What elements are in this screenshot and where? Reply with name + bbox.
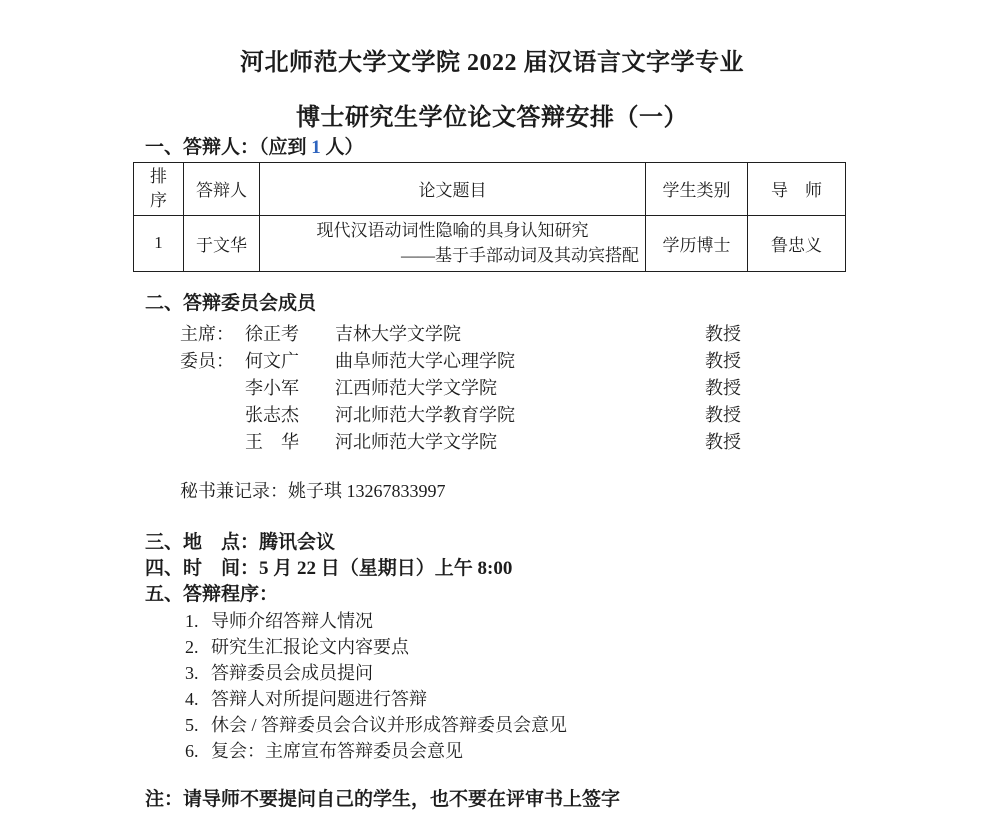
member-role	[180, 375, 245, 402]
section5-heading: 五、答辩程序：	[145, 584, 279, 605]
procedure-item	[185, 686, 567, 712]
cell-defender: 于文华	[184, 215, 260, 271]
procedure-item-number: 2.	[185, 637, 199, 657]
cell-supervisor: 鲁忠义	[748, 215, 846, 271]
header-thesis: 论文题目	[260, 163, 646, 216]
header-defender: 答辩人	[184, 163, 260, 216]
thesis-title-line2: ——基于手部动词及其动宾搭配	[401, 246, 639, 266]
committee-list	[180, 321, 820, 456]
table-header-row	[134, 163, 846, 216]
member-name: 张志杰	[245, 405, 299, 425]
procedure-item-text: 休会 / 答辩委员会合议并形成答辩委员会意见	[211, 715, 567, 735]
member-name: 徐正考	[245, 324, 299, 344]
procedure-item-number: 5.	[185, 715, 199, 735]
committee-member-row	[180, 321, 820, 348]
section3-heading: 三、地 点：腾讯会议	[145, 532, 336, 553]
table-row	[134, 215, 846, 271]
member-name: 李小军	[245, 378, 299, 398]
procedure-item-text: 答辩委员会成员提问	[211, 663, 373, 683]
cell-thesis	[260, 215, 646, 271]
member-title: 教授	[705, 405, 741, 425]
document-title-line1: 河北师范大学文学院 2022 届汉语言文字学专业	[240, 50, 744, 76]
secretary-line: 秘书兼记录：姚子琪 13267833997	[180, 481, 446, 501]
member-title: 教授	[705, 324, 741, 344]
section2-heading: 二、答辩委员会成员	[145, 293, 317, 314]
member-name: 何文广	[245, 351, 299, 371]
footer-note: 注：请导师不要提问自己的学生，也不要在评审书上签字	[145, 789, 621, 810]
procedure-item-text: 导师介绍答辩人情况	[211, 611, 373, 631]
thesis-title-line1: 现代汉语动词性隐喻的具身认知研究	[316, 220, 589, 240]
defender-table	[133, 162, 846, 272]
procedure-item	[185, 660, 567, 686]
member-affiliation: 吉林大学文学院	[335, 324, 461, 344]
committee-member-row	[180, 429, 820, 456]
procedure-item	[185, 608, 567, 634]
section1-heading-prefix: 一、答辩人：（应到	[145, 137, 312, 158]
procedure-item-number: 4.	[185, 689, 199, 709]
section1-heading-suffix: 人）	[320, 137, 364, 158]
member-role	[180, 429, 245, 456]
procedure-item-text: 研究生汇报论文内容要点	[211, 637, 409, 657]
member-role	[180, 402, 245, 429]
procedure-item-text: 答辩人对所提问题进行答辩	[211, 689, 427, 709]
member-title: 教授	[705, 351, 741, 371]
member-affiliation: 江西师范大学文学院	[335, 378, 497, 398]
member-affiliation: 河北师范大学教育学院	[335, 405, 515, 425]
committee-member-row	[180, 375, 820, 402]
procedure-item	[185, 738, 567, 764]
procedure-item	[185, 712, 567, 738]
section4-heading: 四、时 间：5 月 22 日（星期日）上午 8:00	[145, 558, 513, 579]
section1-heading	[145, 136, 364, 160]
member-affiliation: 河北师范大学文学院	[335, 432, 497, 452]
member-affiliation: 曲阜师范大学心理学院	[335, 351, 515, 371]
procedure-list	[185, 608, 567, 764]
committee-member-row	[180, 402, 820, 429]
member-name: 王 华	[245, 432, 299, 452]
procedure-item-number: 3.	[185, 663, 199, 683]
member-title: 教授	[705, 432, 741, 452]
cell-student-type: 学历博士	[646, 215, 748, 271]
procedure-item	[185, 634, 567, 660]
member-role: 主席：	[180, 324, 234, 344]
procedure-item-number: 1.	[185, 611, 199, 631]
document-title-line2: 博士研究生学位论文答辩安排（一）	[296, 105, 688, 131]
committee-member-row	[180, 348, 820, 375]
header-supervisor: 导 师	[748, 163, 846, 216]
header-index: 排序	[134, 163, 184, 216]
procedure-item-text: 复会：主席宣布答辩委员会意见	[211, 741, 463, 761]
expected-count-number: 1	[311, 137, 321, 158]
member-title: 教授	[705, 378, 741, 398]
member-role: 委员：	[180, 351, 234, 371]
header-student-type: 学生类别	[646, 163, 748, 216]
procedure-item-number: 6.	[185, 741, 199, 761]
cell-index: 1	[134, 215, 184, 271]
